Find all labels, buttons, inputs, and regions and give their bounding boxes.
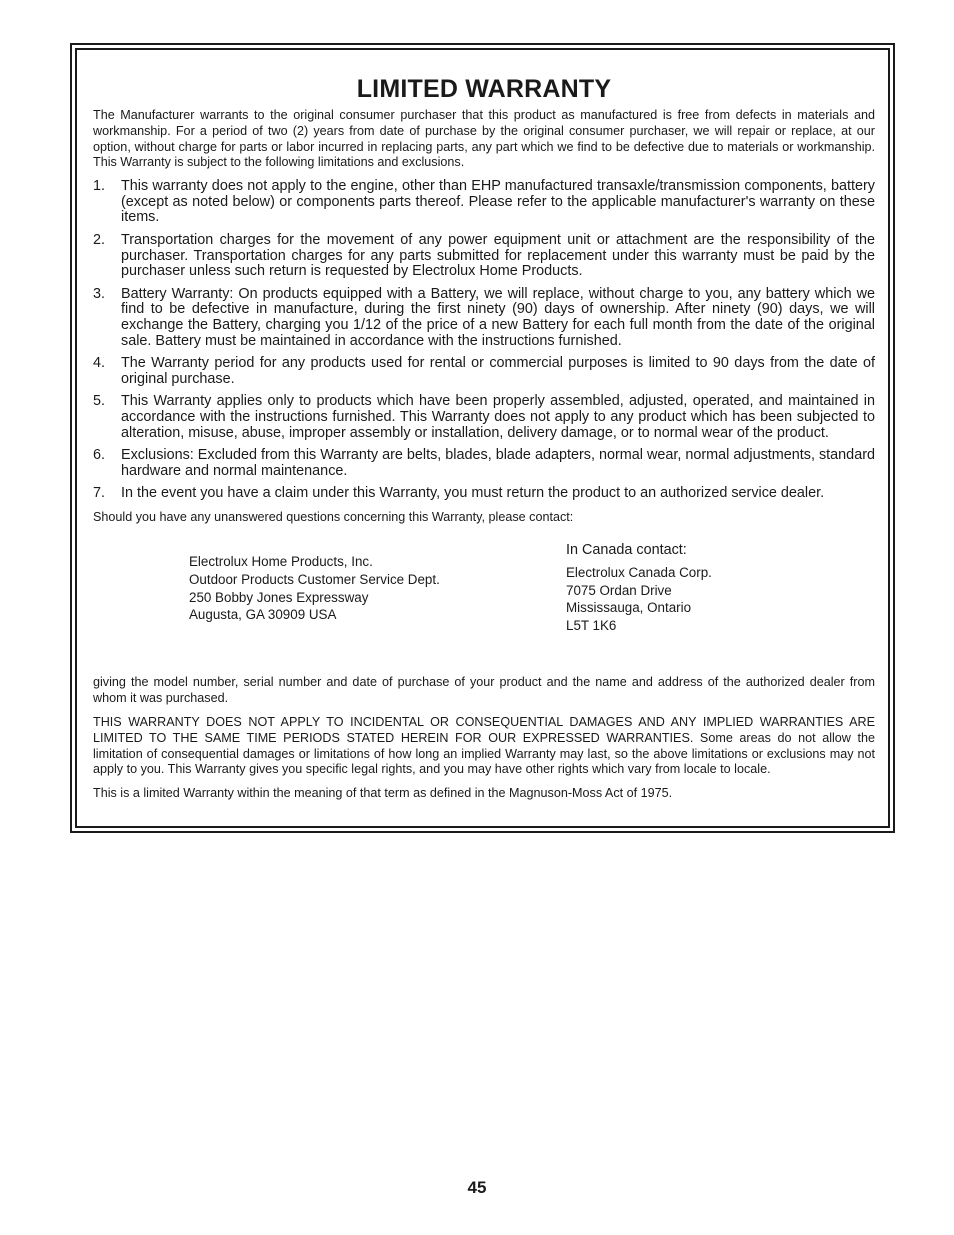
canada-street: 7075 Ordan Drive (566, 582, 672, 598)
disclaimer-paragraph: THIS WARRANTY DOES NOT APPLY TO INCIDENTAL OR CONSEQUENTIAL DAMAGES AND ANY IMPLIED WARRANTIES ARE LIMITED TO THE SAME TIME PERIODS STATED HEREIN FOR OUR EXPRESSED WARRANTIES. Some areas do not allow the limitation of consequential damages or limitations of how long an implied Warranty may last, so the above limitations or exclusions may not apply to you. This Warranty gives you specific legal rights, and you may have other rights which vary from locale to locale. (93, 715, 875, 777)
item-text: This Warranty applies only to products which have been properly assembled, adjusted, operated, and maintained in accordance with the instructions furnished. This Warranty does not apply to any product which has been subjected to alteration, misuse, abuse, improper assembly or installation, delivery damage, or to normal wear of the product. (121, 393, 875, 441)
item-text: Transportation charges for the movement of any power equipment unit or attachment are the responsibility of the purchaser. Transportation charges for any parts submitted for replacement under this warranty must be paid by the purchaser unless such return is requested by Electrolux Home Products. (121, 231, 875, 280)
list-item (93, 179, 875, 226)
item-number: 3. (93, 285, 106, 302)
item-text: This warranty does not apply to the engine, other than EHP manufactured transaxle/transmission components, battery (except as noted below) or components parts thereof. Please refer to the applicable manufacturer's warranty on these items. (121, 178, 875, 226)
list-item (93, 448, 875, 479)
item-number: 7. (93, 485, 106, 502)
item-text: The Warranty period for any products used for rental or commercial purposes is limited to 90 days from the date of original purchase. (121, 355, 875, 387)
us-department: Outdoor Products Customer Service Dept. (189, 572, 440, 588)
us-contact-address (189, 553, 440, 623)
list-item (93, 356, 875, 387)
contact-addresses (93, 537, 875, 675)
warranty-box (75, 48, 890, 828)
canada-postal-code: L5T 1K6 (566, 617, 617, 633)
item-number: 4. (93, 355, 106, 372)
item-number: 5. (93, 393, 106, 410)
list-item (93, 394, 875, 441)
item-text: Battery Warranty: On products equipped with a Battery, we will replace, without charge to you, any battery which we find to be defective in manufacture, during the first ninety (90) days of ownership. After ninety (90) days, we will exchange the Battery, charging you 1/12 of the price of a new Battery for each full month from the date of the original sale. Battery must be maintained in accordance with the instructions furnished. (121, 285, 875, 349)
item-text: Exclusions: Excluded from this Warranty are belts, blades, blade adapters, normal wear, normal adjustments, standard hardware and normal maintenance. (121, 447, 875, 479)
canada-company: Electrolux Canada Corp. (566, 565, 712, 581)
limitations-list (93, 179, 875, 502)
canada-city: Mississauga, Ontario (566, 600, 692, 616)
canada-contact-address (566, 542, 712, 634)
list-item (93, 486, 875, 502)
item-text: In the event you have a claim under this Warranty, you must return the product to an authorized service dealer. (121, 485, 825, 502)
us-company: Electrolux Home Products, Inc. (189, 554, 373, 570)
after-contact-paragraph: giving the model number, serial number and date of purchase of your product and the name and address of the authorized dealer from whom it was purchased. (93, 675, 875, 706)
us-street: 250 Bobby Jones Expressway (189, 589, 369, 605)
contact-intro: Should you have any unanswered questions concerning this Warranty, please contact: (93, 509, 574, 524)
list-item (93, 233, 875, 280)
item-number: 1. (93, 178, 106, 195)
intro-paragraph: The Manufacturer warrants to the original consumer purchaser that this product as manufactured is free from defects in materials and workmanship. For a period of two (2) years from date of purchase by the original consumer purchaser, we will repair or replace, at our option, without charge for parts or labor incurred in replacing parts, any part which we find to be defective due to materials or workmanship. This Warranty is subject to the following limitations and exclusions. (93, 108, 875, 170)
us-city: Augusta, GA 30909 USA (189, 607, 337, 623)
list-item (93, 287, 875, 349)
canada-heading: In Canada contact: (566, 542, 687, 559)
magnuson-moss-paragraph: This is a limited Warranty within the meaning of that term as defined in the Magnuson-Moss Act of 1975. (93, 786, 673, 801)
page-title: LIMITED WARRANTY (356, 75, 612, 103)
item-number: 2. (93, 231, 106, 248)
item-number: 6. (93, 447, 106, 464)
page-number: 45 (467, 1178, 487, 1197)
